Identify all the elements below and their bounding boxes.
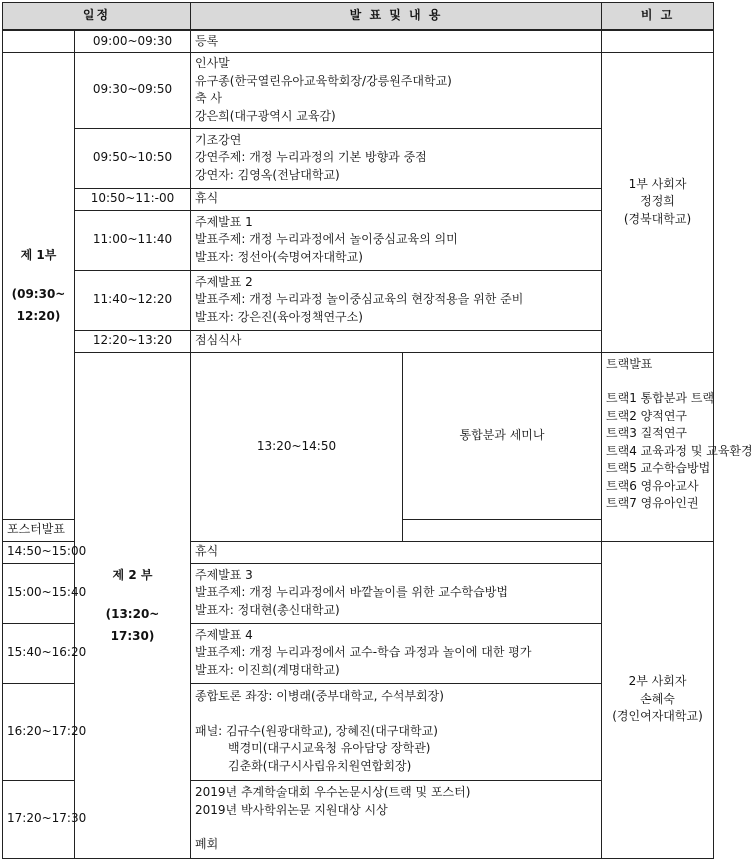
time-cell: 11:40~12:20 bbox=[75, 270, 191, 330]
content-line: 2019년 박사학위논문 지원대상 시상 bbox=[195, 802, 388, 817]
content-line: 발표주제: 개정 누리과정에서 교수-학습 과정과 놀이에 대한 평가 bbox=[195, 645, 532, 660]
content-cell bbox=[191, 52, 602, 128]
track-cell bbox=[602, 352, 753, 541]
content-cell bbox=[191, 30, 602, 52]
part2-label-cell bbox=[75, 352, 191, 858]
part1-label: 제 1부 bbox=[20, 248, 57, 262]
track-item: 트랙2 양적연구 bbox=[606, 408, 688, 423]
track-item: 트랙1 통합분과 트랙 bbox=[606, 391, 715, 405]
header-schedule: 일정 bbox=[3, 3, 191, 31]
content-line: 발표주제: 개정 누리과정 놀이중심교육의 현장적용을 위한 준비 bbox=[195, 292, 524, 307]
part1-time: (09:30~ 12:20) bbox=[11, 287, 66, 323]
part2-note-cell bbox=[602, 541, 714, 858]
content-line: 2019년 추계학술대회 우수논문시상(트랙 및 포스터) bbox=[195, 785, 471, 800]
time-cell: 17:20~17:30 bbox=[3, 780, 75, 858]
spacer bbox=[195, 706, 597, 723]
content-line: 종합토론 좌장: 이병래(중부대학교, 수석부회장) bbox=[195, 689, 444, 703]
table-row-session bbox=[3, 352, 714, 519]
part2-label: 제 2 부 bbox=[112, 567, 153, 582]
content-line: 김춘화(대구시사립유치원연합회장) bbox=[228, 758, 412, 773]
schedule-table bbox=[2, 2, 753, 859]
content-cell bbox=[191, 188, 602, 210]
content-cell bbox=[191, 270, 602, 330]
time-cell: 11:00~11:40 bbox=[75, 210, 191, 270]
track-title: 트랙발표 bbox=[606, 356, 653, 371]
content-line: 주제발표 1 bbox=[195, 214, 253, 229]
content-cell bbox=[191, 128, 602, 188]
content-line: 발표자: 정대현(총신대학교) bbox=[195, 602, 340, 617]
time-cell: 15:40~16:20 bbox=[3, 623, 75, 683]
content-line: 백경미(대구시교육청 유아담당 장학관) bbox=[228, 741, 431, 755]
content-line: 점심식사 bbox=[195, 333, 242, 348]
content-line: 발표주제: 개정 누리과정에서 놀이중심교육의 의미 bbox=[195, 232, 458, 247]
content-cell bbox=[191, 563, 602, 623]
empty-note-cell bbox=[602, 30, 714, 52]
note-line: 1부 사회자 bbox=[628, 176, 687, 191]
time-cell: 16:20~17:20 bbox=[3, 683, 75, 780]
content-line: 기조강연 bbox=[195, 132, 242, 147]
track-item: 트랙4 교육과정 및 교육환경 bbox=[606, 443, 753, 458]
empty-cell bbox=[3, 30, 75, 52]
track-item: 트랙3 질적연구 bbox=[606, 426, 688, 440]
content-cell bbox=[191, 541, 602, 563]
content-line: 발표자: 강은진(육아정책연구소) bbox=[195, 309, 363, 324]
part1-label-cell bbox=[3, 52, 75, 519]
content-line: 패널: 김규수(원광대학교), 장혜진(대구대학교) bbox=[195, 723, 438, 738]
content-cell bbox=[191, 210, 602, 270]
time-cell: 14:50~15:00 bbox=[3, 541, 75, 563]
content-cell bbox=[191, 623, 602, 683]
content-line: 강연주제: 개정 누리과정의 기본 방향과 중점 bbox=[195, 150, 427, 165]
content-line: 발표주제: 개정 누리과정에서 바깥놀이를 위한 교수학습방법 bbox=[195, 585, 508, 600]
poster-cell: 포스터발표 bbox=[3, 519, 75, 541]
note-line: 2부 사회자 bbox=[628, 674, 687, 689]
content-cell bbox=[191, 683, 602, 780]
time-cell: 09:30~09:50 bbox=[75, 52, 191, 128]
table-row-opening bbox=[3, 52, 714, 128]
note-line: 손혜숙 bbox=[640, 691, 675, 706]
part2-time: (13:20~ 17:30) bbox=[105, 606, 160, 643]
header-note: 비 고 bbox=[602, 3, 714, 31]
content-cell bbox=[191, 780, 602, 858]
seminar-cell: 통합분과 세미나 bbox=[403, 352, 602, 519]
content-line: 주제발표 3 bbox=[195, 567, 253, 582]
track-item: 트랙7 영유아인권 bbox=[606, 496, 699, 510]
spacer bbox=[7, 266, 70, 283]
note-line: 정정희 bbox=[640, 194, 675, 209]
time-cell: 10:50~11:-00 bbox=[75, 188, 191, 210]
track-item: 트랙5 교수학습방법 bbox=[606, 461, 711, 475]
content-line: 발표자: 이진희(계명대학교) bbox=[195, 662, 340, 677]
content-line: 강은희(대구광역시 교육감) bbox=[195, 108, 336, 123]
spacer bbox=[606, 373, 709, 390]
content-line: 강연자: 김영옥(전남대학교) bbox=[195, 167, 340, 182]
time-cell: 13:20~14:50 bbox=[191, 352, 403, 541]
time-cell: 12:20~13:20 bbox=[75, 330, 191, 352]
table-row-registration bbox=[3, 30, 714, 52]
part1-note-cell bbox=[602, 52, 714, 352]
spacer bbox=[79, 586, 186, 603]
note-line: (경북대학교) bbox=[623, 211, 692, 226]
content-line: 폐회 bbox=[195, 837, 219, 852]
content-line: 유구종(한국열린유아교육학회장/강릉원주대학교) bbox=[195, 73, 452, 88]
content-line: 주제발표 2 bbox=[195, 274, 253, 289]
header-content: 발 표 및 내 용 bbox=[191, 3, 602, 31]
content-cell bbox=[191, 330, 602, 352]
time-cell: 09:50~10:50 bbox=[75, 128, 191, 188]
content-line: 주제발표 4 bbox=[195, 627, 253, 642]
time-cell: 15:00~15:40 bbox=[3, 563, 75, 623]
content-line: 발표자: 정선아(숙명여자대학교) bbox=[195, 249, 363, 264]
time-cell: 09:00~09:30 bbox=[75, 30, 191, 52]
header-row bbox=[3, 3, 714, 31]
content-line: 등록 bbox=[195, 33, 219, 48]
track-item: 트랙6 영유아교사 bbox=[606, 478, 699, 493]
note-line: (경인여자대학교) bbox=[612, 709, 703, 724]
spacer bbox=[195, 819, 597, 836]
content-line: 휴식 bbox=[195, 191, 219, 206]
content-line: 인사말 bbox=[195, 56, 230, 70]
content-line: 축 사 bbox=[195, 91, 222, 105]
content-line: 휴식 bbox=[195, 544, 219, 559]
